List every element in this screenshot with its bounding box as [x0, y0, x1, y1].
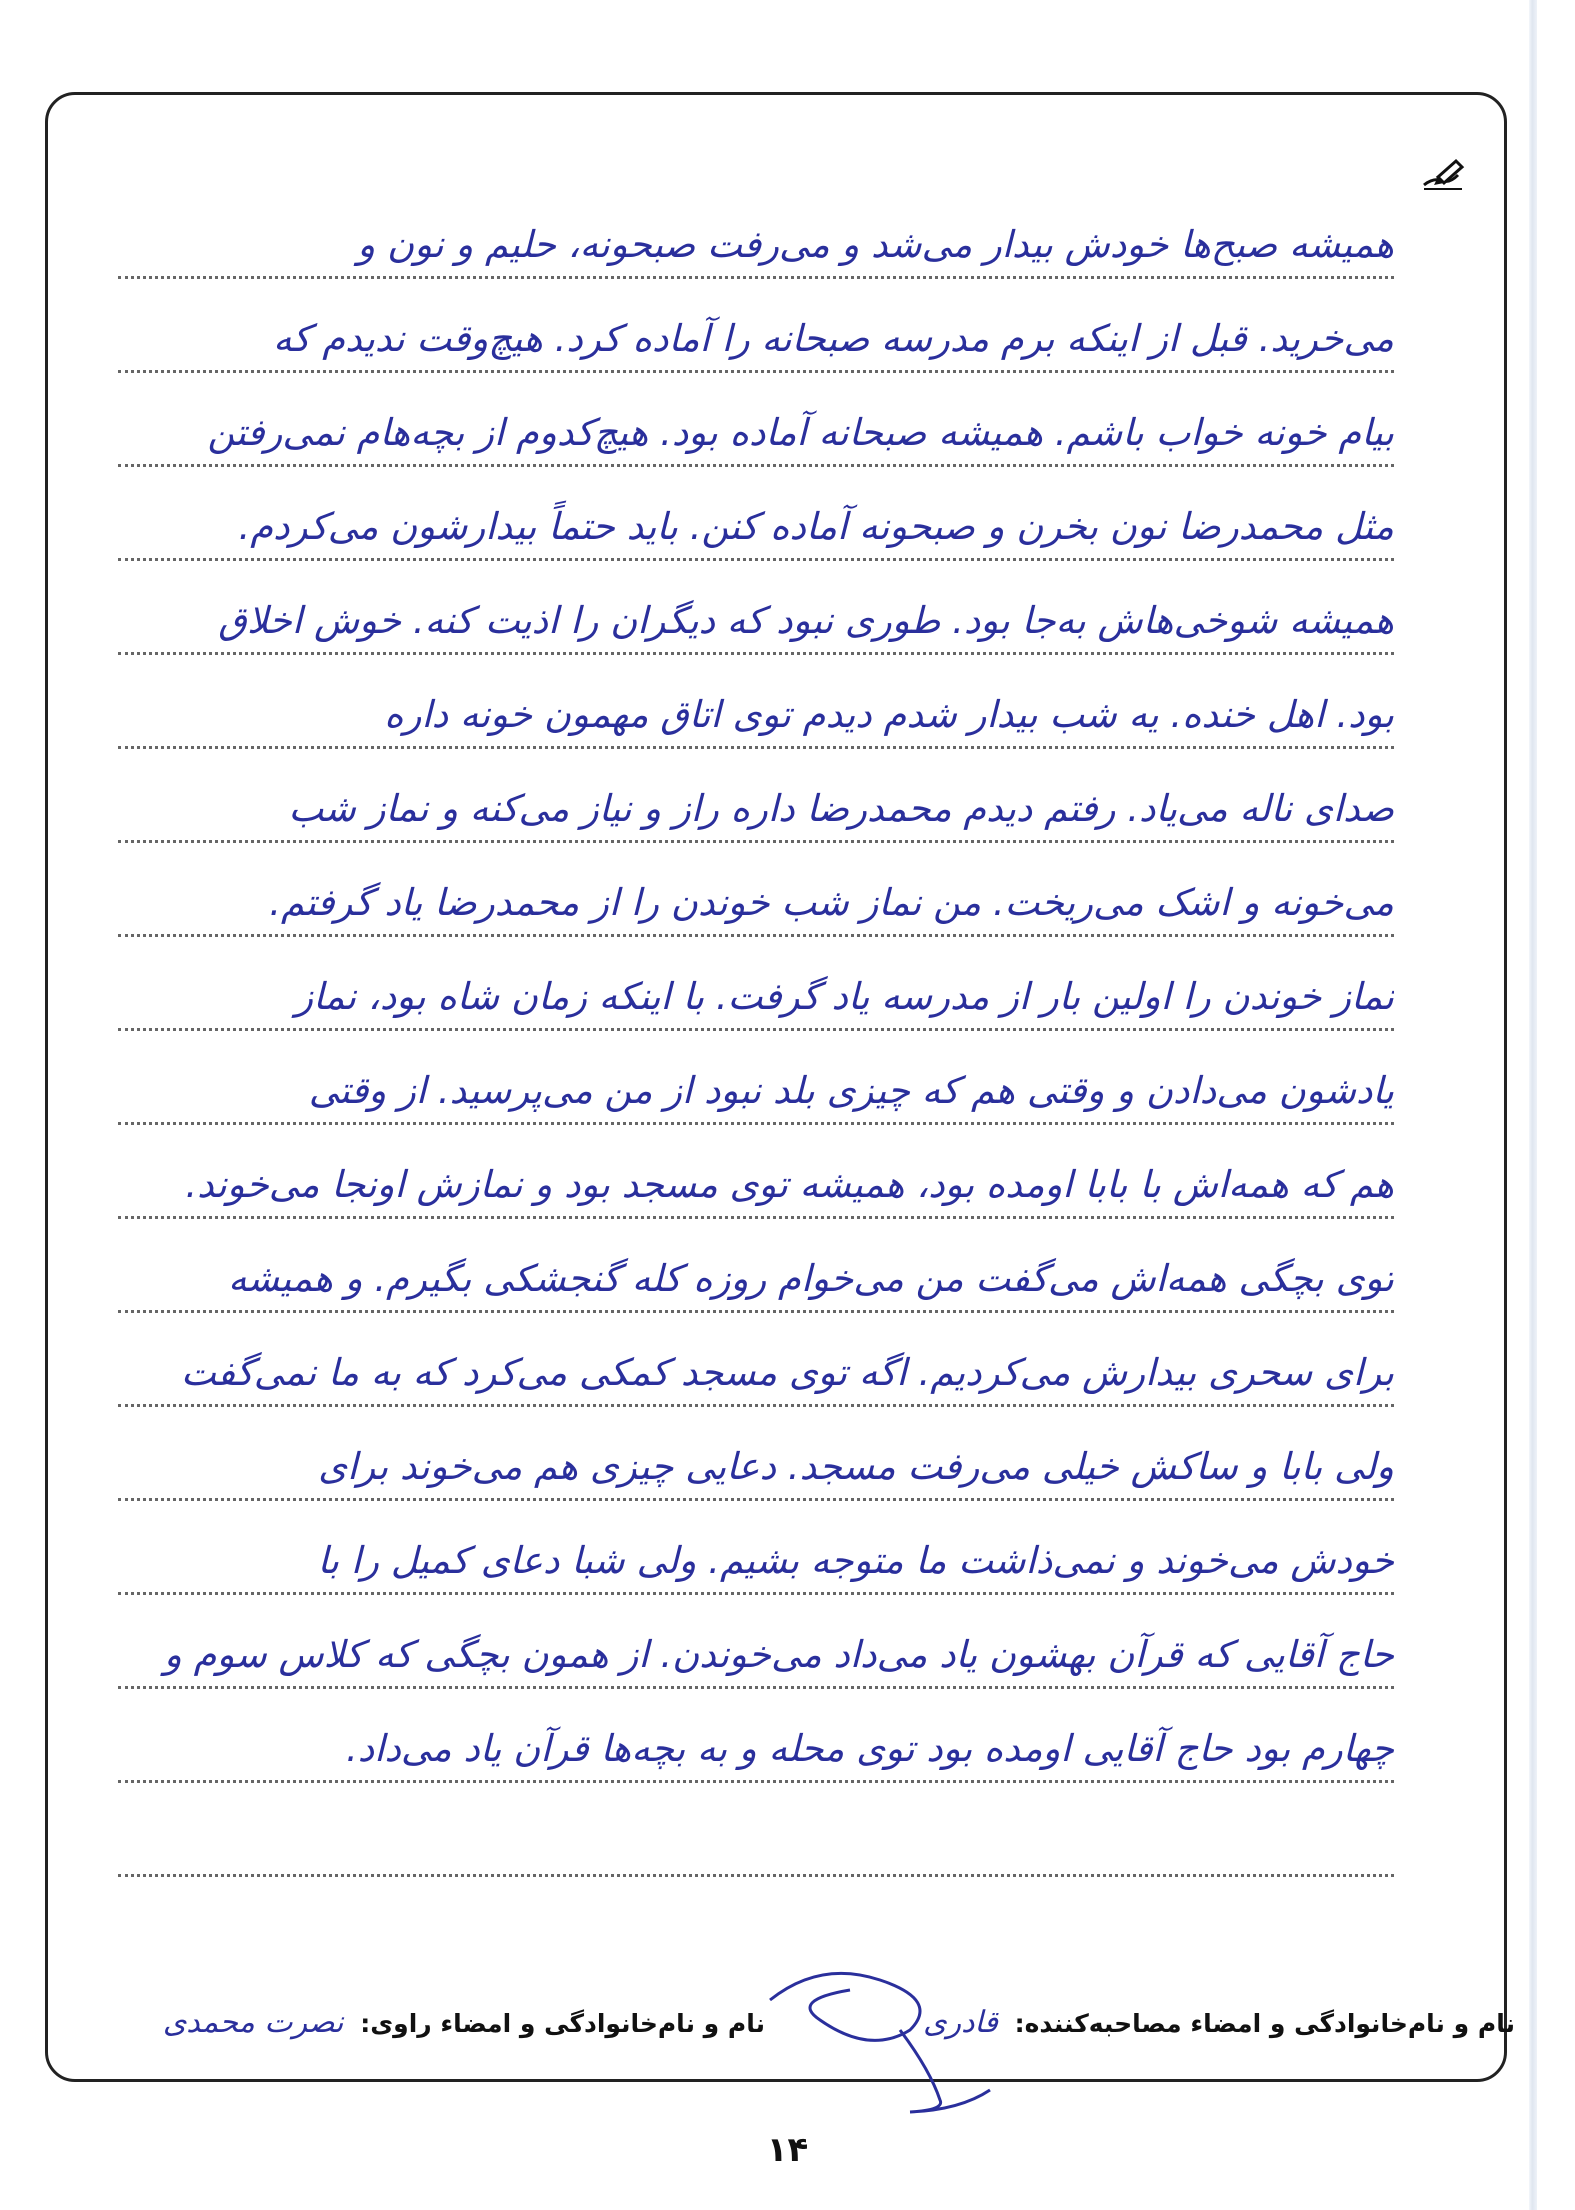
handwritten-line	[118, 1125, 1394, 1219]
handwritten-line	[118, 1501, 1394, 1595]
line-text: یادشون می‌دادن و وقتی هم که چیزی بلد نبود از من می‌پرسید. از وقتی	[308, 1069, 1394, 1112]
handwritten-line	[118, 1689, 1394, 1783]
handwritten-line	[118, 1031, 1394, 1125]
handwritten-line	[118, 937, 1394, 1031]
line-text: بیام خونه خواب باشم. همیشه صبحانه آماده بود. هیچ‌کدوم از بچه‌هام نمی‌رفتن	[207, 411, 1394, 454]
line-text: مثل محمدرضا نون بخرن و صبحونه آماده کنن. باید حتماً بیدارشون می‌کردم.	[238, 505, 1394, 548]
handwritten-line	[118, 843, 1394, 937]
handwritten-line	[118, 185, 1394, 279]
narrator-field	[163, 2005, 765, 2040]
interviewer-value: قادری	[923, 2005, 998, 2040]
handwritten-line	[118, 655, 1394, 749]
interviewer-label: نام و نام‌خانوادگی و امضاء مصاحبه‌کننده:	[1014, 2009, 1515, 2038]
handwritten-line	[118, 1313, 1394, 1407]
narrator-label: نام و نام‌خانوادگی و امضاء راوی:	[360, 2009, 765, 2038]
line-text: می‌خونه و اشک می‌ریخت. من نماز شب خوندن را از محمدرضا یاد گرفتم.	[269, 881, 1394, 924]
line-text: صدای ناله می‌یاد. رفتم دیدم محمدرضا داره راز و نیاز می‌کنه و نماز شب	[288, 787, 1394, 830]
line-text: همیشه صبح‌ها خودش بیدار می‌شد و می‌رفت صبحونه، حلیم و نون و	[357, 223, 1394, 266]
handwritten-line	[118, 467, 1394, 561]
page-edge	[1529, 0, 1537, 2210]
handwritten-line	[118, 373, 1394, 467]
line-text: چهارم بود حاج آقایی اومده بود توی محله و به بچه‌ها قرآن یاد می‌داد.	[345, 1727, 1394, 1770]
handwritten-line	[118, 1595, 1394, 1689]
handwritten-line	[118, 561, 1394, 655]
line-text: همیشه شوخی‌هاش به‌جا بود. طوری نبود که دیگران را اذیت کنه. خوش اخلاق	[218, 599, 1394, 642]
handwritten-line	[118, 749, 1394, 843]
line-text: بود. اهل خنده. یه شب بیدار شدم دیدم توی اتاق مهمون خونه داره	[384, 693, 1394, 736]
line-text: هم که همه‌اش با بابا اومده بود، همیشه توی مسجد بود و نمازش اونجا می‌خوند.	[185, 1163, 1394, 1206]
pen-writing-icon	[1420, 155, 1466, 193]
line-text: خودش می‌خوند و نمی‌ذاشت ما متوجه بشیم. ولی شبا دعای کمیل را با	[317, 1539, 1394, 1582]
line-text: حاج آقایی که قرآن بهشون یاد می‌داد می‌خوندن. از همون بچگی که کلاس سوم و	[164, 1633, 1394, 1676]
signature-mark	[760, 1960, 1100, 2120]
page-frame	[45, 92, 1507, 2082]
handwritten-line	[118, 1219, 1394, 1313]
line-text: ولی بابا و ساکش خیلی می‌رفت مسجد. دعایی چیزی هم می‌خوند برای	[318, 1445, 1394, 1488]
handwritten-lines	[118, 185, 1394, 1877]
handwritten-line	[118, 1407, 1394, 1501]
handwritten-line	[118, 279, 1394, 373]
line-text: نماز خوندن را اولین بار از مدرسه یاد گرفت. با اینکه زمان شاه بود، نماز	[295, 975, 1394, 1018]
line-text: برای سحری بیدارش می‌کردیم. اگه توی مسجد کمکی می‌کرد که به ما نمی‌گفت	[181, 1351, 1394, 1394]
line-text: می‌خرید. قبل از اینکه برم مدرسه صبحانه را آماده کرد. هیچ‌وقت ندیدم که	[273, 317, 1394, 360]
handwritten-line-empty	[118, 1783, 1394, 1877]
line-text: توی بچگی همه‌اش می‌گفت من می‌خوام روزه کله گنجشکی بگیرم. و همیشه	[228, 1257, 1394, 1300]
narrator-value: نصرت محمدی	[162, 2005, 344, 2040]
page-number: ۱۴	[766, 2130, 809, 2170]
